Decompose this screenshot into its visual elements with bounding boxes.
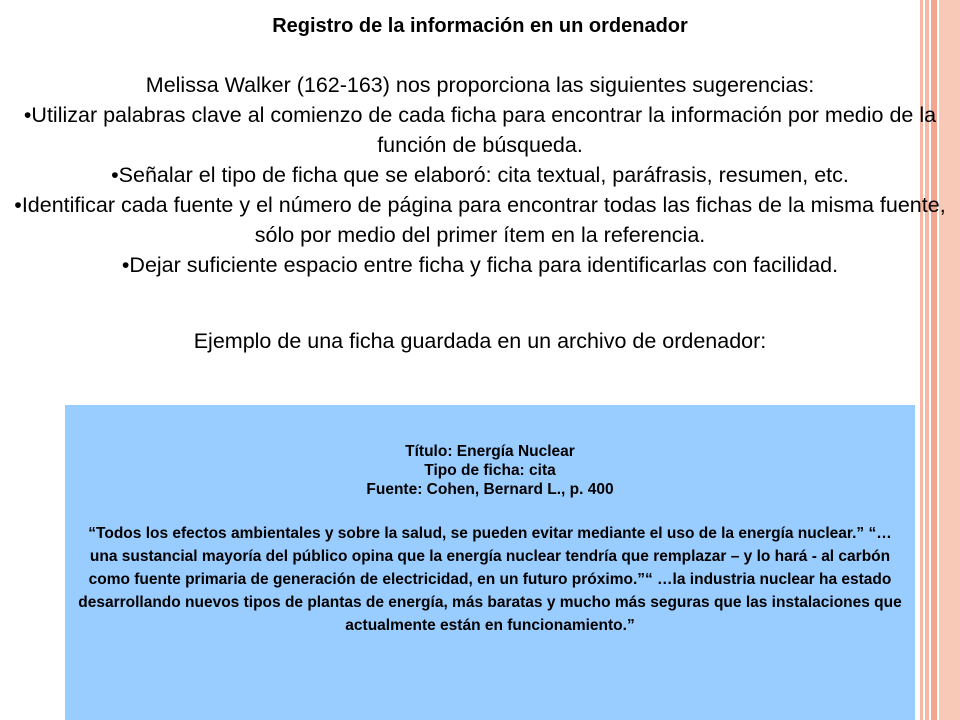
- example-heading: Ejemplo de una ficha guardada en un archivo de ordenador:: [193, 329, 767, 353]
- card-quote: “Todos los efectos ambientales y sobre la salud, se pueden evitar mediante el uso de la energía nuclear.” “…una sustancial mayoría del público opina que la energía nuclear tendría que remplazar – y lo hará - al carbón como fuente primaria de generación de electricidad, en un futuro próximo.”“ …la industria nuclear ha estado desarrollando nuevos tipos de plantas de energía, más baratas y mucho más seguras que las instalaciones que actualmente están en funcionamiento.”: [78, 525, 902, 634]
- card-title-line: Título: Energía Nuclear: [405, 443, 575, 460]
- example-card: [65, 405, 915, 720]
- bullet-item: •Señalar el tipo de ficha que se elaboró: cita textual, paráfrasis, resumen, etc.: [111, 163, 849, 187]
- bullet-item: •Dejar suficiente espacio entre ficha y ficha para identificarlas con facilidad.: [121, 253, 839, 277]
- bullet-item: •Utilizar palabras clave al comienzo de cada ficha para encontrar la información por medio de la función de búsqueda.: [23, 103, 937, 157]
- slide-title: Registro de la información en un ordenador: [272, 15, 688, 37]
- intro-text: Melissa Walker (162-163) nos proporciona las siguientes sugerencias:: [145, 73, 815, 97]
- bullet-item: •Identificar cada fuente y el número de página para encontrar todas las fichas de la misma fuente, sólo por medio del primer ítem en la referencia.: [14, 193, 946, 247]
- card-type-line: Tipo de ficha: cita: [424, 462, 556, 479]
- card-source-line: Fuente: Cohen, Bernard L., p. 400: [366, 481, 614, 498]
- slide-body: [0, 70, 960, 280]
